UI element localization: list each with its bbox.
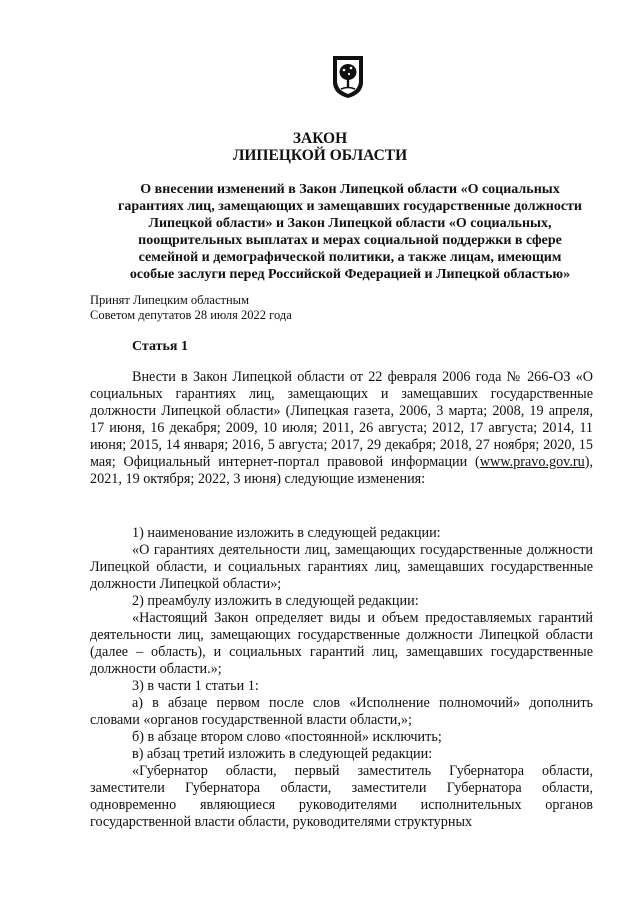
intro-paragraph [90,369,593,488]
subject-line: О внесении изменений в Закон Липецкой области «О социальных [140,182,560,197]
subject-line: гарантиях лиц, замещающих и замещавших государственные должности [118,199,582,214]
adoption-note [90,293,292,323]
article-intro [90,369,593,488]
amendment-item: 2) преамбулу изложить в следующей редакции: [132,593,419,609]
amendment-item: 1) наименование изложить в следующей редакции: [132,525,441,541]
document-subject [90,181,610,283]
adoption-line: Принят Липецким областным [90,293,249,307]
adoption-line: Советом депутатов 28 июля 2022 года [90,308,292,322]
amendment-subitem: а) в абзаце первом после слов «Исполнение полномочий» дополнить словами «органов государственной власти области,»; [90,695,593,728]
intro-text-end: ), 2021, 19 октября; 2022, 3 июня) следующие изменения: [90,454,593,487]
document-type: ЗАКОН [292,130,348,147]
subject-line: семейной и демографической политики, а также лицам, имеющим [138,250,562,265]
amendment-item: 3) в части 1 статьи 1: [132,678,259,694]
amendment-quote: «Настоящий Закон определяет виды и объем предоставляемых гарантий деятельности лиц, замещающих государственные должности Липецкой области (далее – область), и социальных гарантий лиц, замещавших государственные должности области.»; [90,610,593,677]
subject-line: поощрительных выплатах и мерах социальной поддержки в сфере [138,233,562,248]
amendments-list [90,525,593,831]
amendment-subitem: в) абзац третий изложить в следующей редакции: [132,746,433,762]
amendment-quote: «О гарантиях деятельности лиц, замещающих государственные должности Липецкой области, и социальных гарантиях лиц, замещавших государственные должности Липецкой области»; [90,542,593,592]
pravo-link[interactable]: www.pravo.gov.ru [479,454,585,470]
subject-line: особые заслуги перед Российской Федерацией и Липецкой областью» [129,267,571,282]
subject-line: Липецкой области» и Закон Липецкой области «О социальных, [148,216,552,231]
amendment-quote: «Губернатор области, первый заместитель Губернатора области, заместители Губернатора области, заместители Губернатора области, одновременно являющиеся руководителями исполнительных органов государственной власти области, руководителями структурных [90,763,593,830]
document-issuer: ЛИПЕЦКОЙ ОБЛАСТИ [232,147,408,164]
coat-of-arms-icon [330,52,366,100]
article-heading: Статья 1 [132,339,188,354]
intro-text: Внести в Закон Липецкой области от 22 февраля 2006 года № 266-ОЗ «О социальных гарантиях лиц, замещающих и замещавших государственные должности Липецкой области» (Липецкая газета, 2006, 3 марта; 2008, 19 апреля, 17 июня, 16 декабря; 2009, 10 июля; 2011, 26 августа; 2012, 17 августа; 2014, 11 июня; 2015, 14 января; 2016, 5 августа; 2017, 29 декабря; 2018, 27 ноября; 2020, 15 мая; Официальный интернет-портал правовой информации ( [90,369,593,470]
amendment-subitem: б) в абзаце втором слово «постоянной» исключить; [132,729,442,745]
